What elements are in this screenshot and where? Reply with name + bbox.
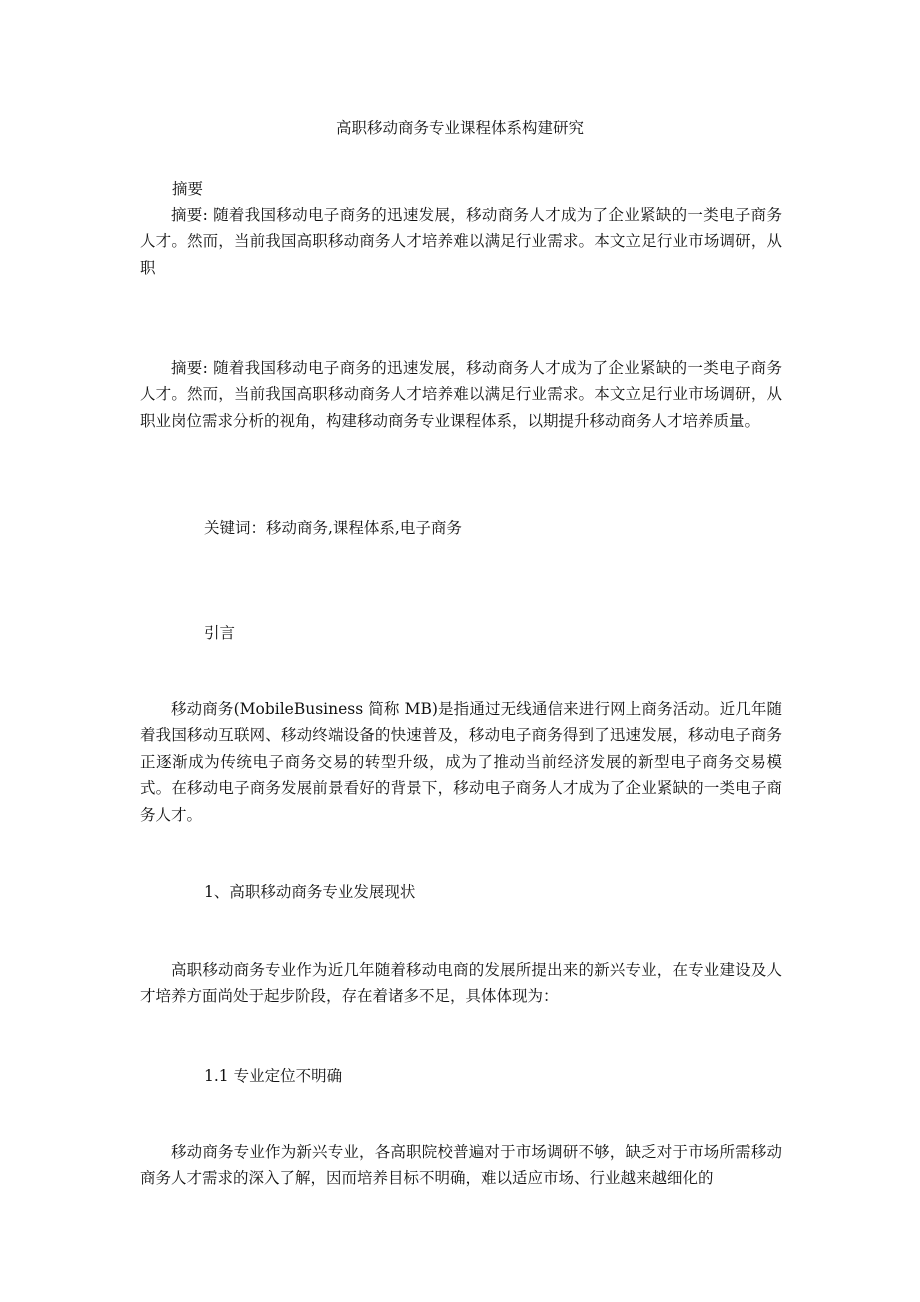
abstract-full-paragraph: 摘要: 随着我国移动电子商务的迅速发展，移动商务人才成为了企业紧缺的一类电子商务人才。然而，当前我国高职移动商务人才培养难以满足行业需求。本文立足行业市场调研，从职业岗位需求分析的视角，构建移动商务专业课程体系，以期提升移动商务人才培养质量。 [140,359,782,430]
abstract-short-paragraph: 摘要: 随着我国移动电子商务的迅速发展，移动商务人才成为了企业紧缺的一类电子商务人才。然而，当前我国高职移动商务人才培养难以满足行业需求。本文立足行业市场调研，从职 [140,206,782,277]
section-1-1-heading: 1.1 专业定位不明确 [204,1067,343,1085]
section-1-heading: 1、高职移动商务专业发展现状 [204,883,416,901]
keywords-line: 关键词：移动商务,课程体系,电子商务 [204,519,462,537]
intro-paragraph: 移动商务(MobileBusiness 简称 MB)是指通过无线通信来进行网上商务活动。近几年随着我国移动互联网、移动终端设备的快速普及，移动电子商务得到了迅速发展，移动电子商务正逐渐成为传统电子商务交易的转型升级，成为了推动当前经济发展的新型电子商务交易模式。在移动电子商务发展前景看好的背景下，移动电子商务人才成为了企业紧缺的一类电子商务人才。 [140,700,782,824]
section-1-1-paragraph: 移动商务专业作为新兴专业，各高职院校普遍对于市场调研不够，缺乏对于市场所需移动商务人才需求的深入了解，因而培养目标不明确，难以适应市场、行业越来越细化的 [140,1143,782,1188]
intro-heading: 引言 [204,624,236,642]
abstract-heading: 摘要 [172,180,204,198]
document-title: 高职移动商务专业课程体系构建研究 [335,119,584,137]
section-1-paragraph: 高职移动商务专业作为近几年随着移动电商的发展所提出来的新兴专业，在专业建设及人才培养方面尚处于起步阶段，存在着诸多不足，具体体现为： [140,961,782,1006]
